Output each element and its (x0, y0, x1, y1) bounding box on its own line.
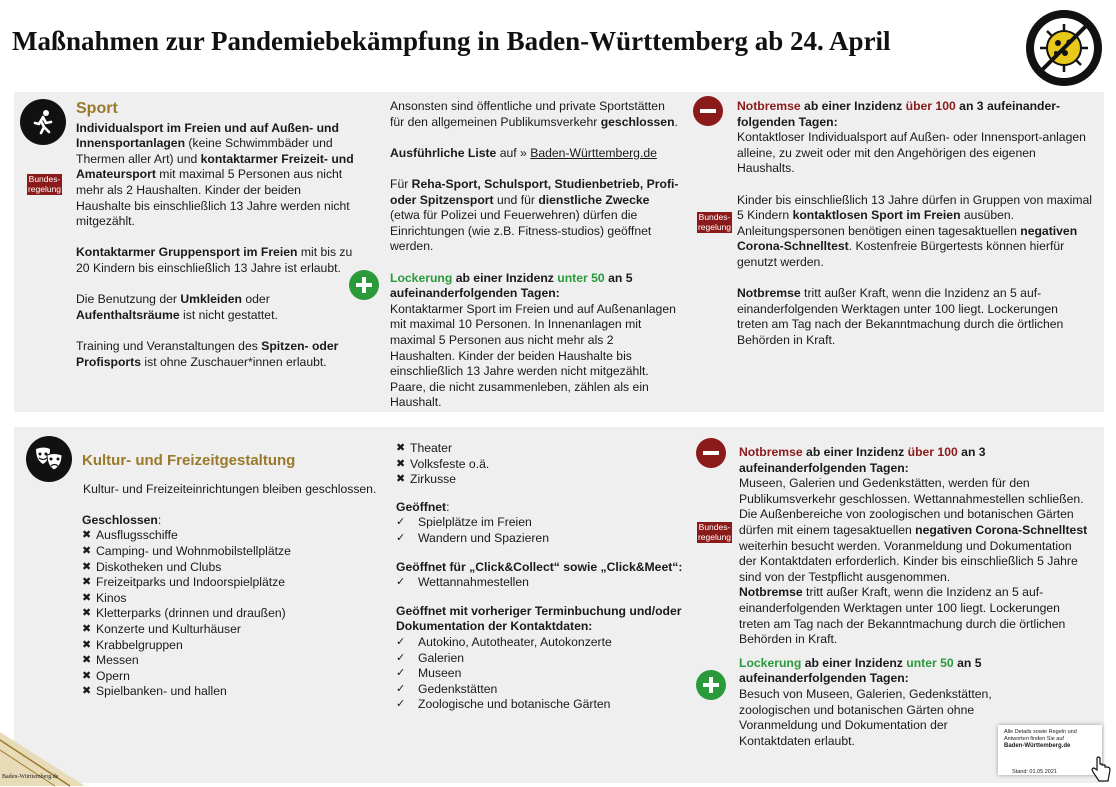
closed-item: ✖ Theater (396, 441, 453, 455)
closed-list (82, 528, 382, 700)
check-icon: ✓ (396, 698, 406, 711)
closed-item: ✖ Kletterparks (drinnen und draußen) (82, 606, 286, 621)
baden-wuerttemberg-link[interactable]: Baden-Württemberg.de (530, 145, 657, 160)
closed-item: ✖ Volksfeste o.ä. (396, 456, 490, 471)
check-icon: ✓ (396, 682, 406, 695)
cross-icon: ✖ (82, 638, 92, 651)
cross-icon: ✖ (82, 576, 92, 589)
bundesregelung-badge: Bundes- regelung (697, 522, 732, 542)
bundesregelung-badge: Bundes- regelung (27, 174, 62, 194)
cross-icon: ✖ (396, 473, 406, 486)
closed-list-continued (396, 441, 686, 488)
info-stamp: Alle Details sowie Regeln und Antworten finden Sie auf Baden-Württemberg.de (998, 725, 1102, 775)
check-icon: ✓ (396, 635, 406, 648)
closed-item: ✖ Opern (82, 668, 130, 683)
cross-icon: ✖ (82, 654, 92, 667)
sport-notbremse: Notbremse ab einer Inzidenz über 100 an 3 aufeinander-folgenden Tagen: (737, 99, 1061, 129)
cross-icon: ✖ (82, 560, 92, 573)
plus-circle-icon (696, 670, 726, 700)
pointer-hand-icon (1090, 756, 1112, 787)
open-item: ✓ Spielplätze im Freien (396, 515, 532, 530)
cross-icon: ✖ (82, 591, 92, 604)
open-item: ✓ Galerien (396, 650, 465, 665)
theater-masks-icon (26, 436, 72, 482)
check-icon: ✓ (396, 516, 406, 529)
closed-item: ✖ Ausflugsschiffe (82, 528, 178, 543)
closed-item: ✖ Messen (82, 653, 139, 668)
page-title: Maßnahmen zur Pandemiebekämpfung in Baden-Württemberg ab 24. April (12, 26, 891, 56)
kultur-right-column: Notbremse ab einer Inzidenz über 100 an 3 aufeinanderfolgenden Tagen: Museen, Galerien und Gedenkstätten, werden für den Publikumsverkehr geschlossen. Wettannahmestellen schließen. Die Außenbereiche von zoologischen und botanischen Gärten dürfen mit einem tagesaktuellen negativen Corona-Schnelltest weiterhin besucht werden. Voranmeldung und Dokumentation der Kontaktdaten erforderlich. Kinder bis einschließlich 5 Jahre sind von der Testpflicht ausgenommen. Notbremse tritt außer Kraft, wenn die Inzidenz an 5 auf-einanderfolgenden Werktagen unter 100 liegt. Lockerungen treten am Tag nach der Bekanntmachung durch die örtlichen Behörden in Kraft. Lockerung ab einer Inzidenz unter 50 an 5 aufeinanderfolgenden Tagen: Besuch von Museen, Galerien, Gedenkstätten, zoologischen und botanischen Gärten ohne Voranmeldung und Dokumentation der Kontaktdaten erlaubt. (739, 445, 1088, 748)
click-collect-list (396, 575, 686, 591)
terminbuchung-list (396, 635, 686, 713)
open-list (396, 515, 686, 546)
kultur-lockerung: Lockerung ab einer Inzidenz unter 50 an 5 aufeinanderfolgenden Tagen: (739, 655, 982, 686)
check-icon: ✓ (396, 667, 406, 680)
baden-wuerttemberg-logo: Baden-Württemberg.de (0, 728, 110, 787)
closed-item: ✖ Zirkusse (396, 472, 457, 487)
kultur-left-column: Kultur- und Freizeitgestaltung Kultur- und Freizeiteinrichtungen bleiben geschlossen. Geschlossen: ✖ Ausflugsschiffe ✖ Camping- und Wohnmobilstellplätze ✖ Diskotheken und Clubs ✖ Freizeitparks und Indoorspielplätze ✖ Kinos ✖ Kletterparks (drinnen und draußen) ✖ Konzerte und Kulturhäuser ✖ Krabbelgruppen ✖ Messen ✖ Opern ✖ Spielbanken- und hallen (82, 453, 382, 700)
open-item: ✓ Autokino, Autotheater, Autokonzerte (396, 634, 612, 649)
kultur-notbremse: Notbremse ab einer Inzidenz über 100 an 3 aufeinanderfolgenden Tagen: (739, 445, 986, 475)
check-icon: ✓ (396, 651, 406, 664)
closed-item: ✖ Freizeitparks und Indoorspielplätze (82, 575, 286, 590)
closed-item: ✖ Krabbelgruppen (82, 637, 183, 652)
cross-icon: ✖ (82, 529, 92, 542)
closed-item: ✖ Camping- und Wohnmobilstellplätze (82, 543, 291, 558)
sport-right-column: Notbremse ab einer Inzidenz über 100 an 3 aufeinander-folgenden Tagen: Kontaktloser Individualsport auf Außen- oder Innensport-anlagen alleine, zu zweit oder mit den Angehörigen des eigenen Haushalts. Kinder bis einschließlich 13 Jahre dürfen in Gruppen von maximal 5 Kindern kontaktlosen Sport im Freien ausüben. Anleitungspersonen benötigen einen tagesaktuellen negativen Corona-Schnelltest. Kostenfreie Bürgertests können hierfür genutzt werden. Notbremse tritt außer Kraft, wenn die Inzidenz an 5 auf-einanderfolgenden Werktagen unter 100 liegt. Lockerungen treten am Tag nach der Bekanntmachung durch die örtlichen Behörden in Kraft. (737, 99, 1092, 347)
closed-item: ✖ Diskotheken und Clubs (82, 559, 222, 574)
cross-icon: ✖ (82, 685, 92, 698)
plus-circle-icon (349, 270, 379, 300)
open-item: ✓ Wettannahmestellen (396, 575, 529, 590)
cross-icon: ✖ (82, 622, 92, 635)
closed-item: ✖ Spielbanken- und hallen (82, 684, 227, 699)
cross-icon: ✖ (396, 457, 406, 470)
virus-icon (1026, 10, 1102, 86)
minus-circle-icon (693, 96, 723, 126)
check-icon: ✓ (396, 576, 406, 589)
stand-date: Stand: 01.05.2021 (1012, 769, 1057, 775)
cross-icon: ✖ (82, 669, 92, 682)
kultur-heading: Kultur- und Freizeitgestaltung (82, 452, 296, 469)
open-item: ✓ Wandern und Spazieren (396, 530, 549, 545)
minus-circle-icon (696, 438, 726, 468)
open-item: ✓ Zoologische und botanische Gärten (396, 697, 611, 712)
closed-item: ✖ Kinos (82, 590, 127, 605)
bundesregelung-badge: Bundes- regelung (697, 212, 732, 232)
runner-icon (20, 99, 66, 145)
sport-left-column: Sport Individualsport im Freien und auf Außen- und Innensportanlagen (keine Schwimmbäder und Thermen aller Art) und kontaktarmer Freizeit- und Amateursport mit maximal 5 Personen aus nicht mehr als 2 Haushalten. Kinder der beiden Haushalte bis einschließlich 13 Jahre werden nicht mitgezählt. Kontaktarmer Gruppensport im Freien mit bis zu 20 Kindern bis einschließlich 13 Jahre ist erlaubt. Die Benutzung der Umkleiden oder Aufenthaltsräume ist nicht gestattet. Training und Veranstaltungen des Spitzen- oder Profisports ist ohne Zuschauer*innen erlaubt. (76, 101, 356, 386)
sport-heading: Sport (76, 100, 118, 117)
cross-icon: ✖ (82, 607, 92, 620)
kultur-middle-column: ✖ Theater ✖ Volksfeste o.ä. ✖ Zirkusse Geöffnet: ✓ Spielplätze im Freien ✓ Wandern und Spazieren Geöffnet für „Click&Collect“ sowie „Click&Meet“: ✓ Wettannahmestellen Geöffnet mit vorheriger Terminbuchung und/oder Dokumentation der Kontaktdaten: ✓ Autokino, Autotheater, Autokonzerte ✓ Galerien ✓ Museen ✓ Gedenkstätten ✓ Zoologische und botanische Gärten (396, 441, 686, 713)
sport-middle-column: Ansonsten sind öffentliche und private Sportstätten für den allgemeinen Publikumsverkehr geschlossen. Ausführliche Liste auf » Baden-Württemberg.de Für Reha-Sport, Schulsport, Studienbetrieb, Profi- oder Spitzensport und für dienstliche Zwecke (etwa für Polizei und Feuerwehren) dürfen die Einrichtungen (wie z.B. Fitness-studios) geöffnet werden. Lockerung ab einer Inzidenz unter 50 an 5 aufeinanderfolgenden Tagen: Kontaktarmer Sport im Freien und auf Außenanlagen mit maximal 10 Personen. In Innenanlagen mit maximal 5 Personen aus nicht mehr als 2 Haushalten. Kinder der beiden Haushalte bis einschließlich 13 Jahre werden nicht mitgezählt. Paare, die nicht zusammenleben, zählen als ein Haushalt. (390, 99, 679, 410)
check-icon: ✓ (396, 531, 406, 544)
cross-icon: ✖ (82, 544, 92, 557)
cross-icon: ✖ (396, 442, 406, 454)
sport-lockerung: Lockerung ab einer Inzidenz unter 50 an 5 aufeinanderfolgenden Tagen: (390, 270, 633, 301)
closed-item: ✖ Konzerte und Kulturhäuser (82, 621, 241, 636)
open-item: ✓ Gedenkstätten (396, 681, 498, 696)
open-item: ✓ Museen (396, 666, 462, 681)
